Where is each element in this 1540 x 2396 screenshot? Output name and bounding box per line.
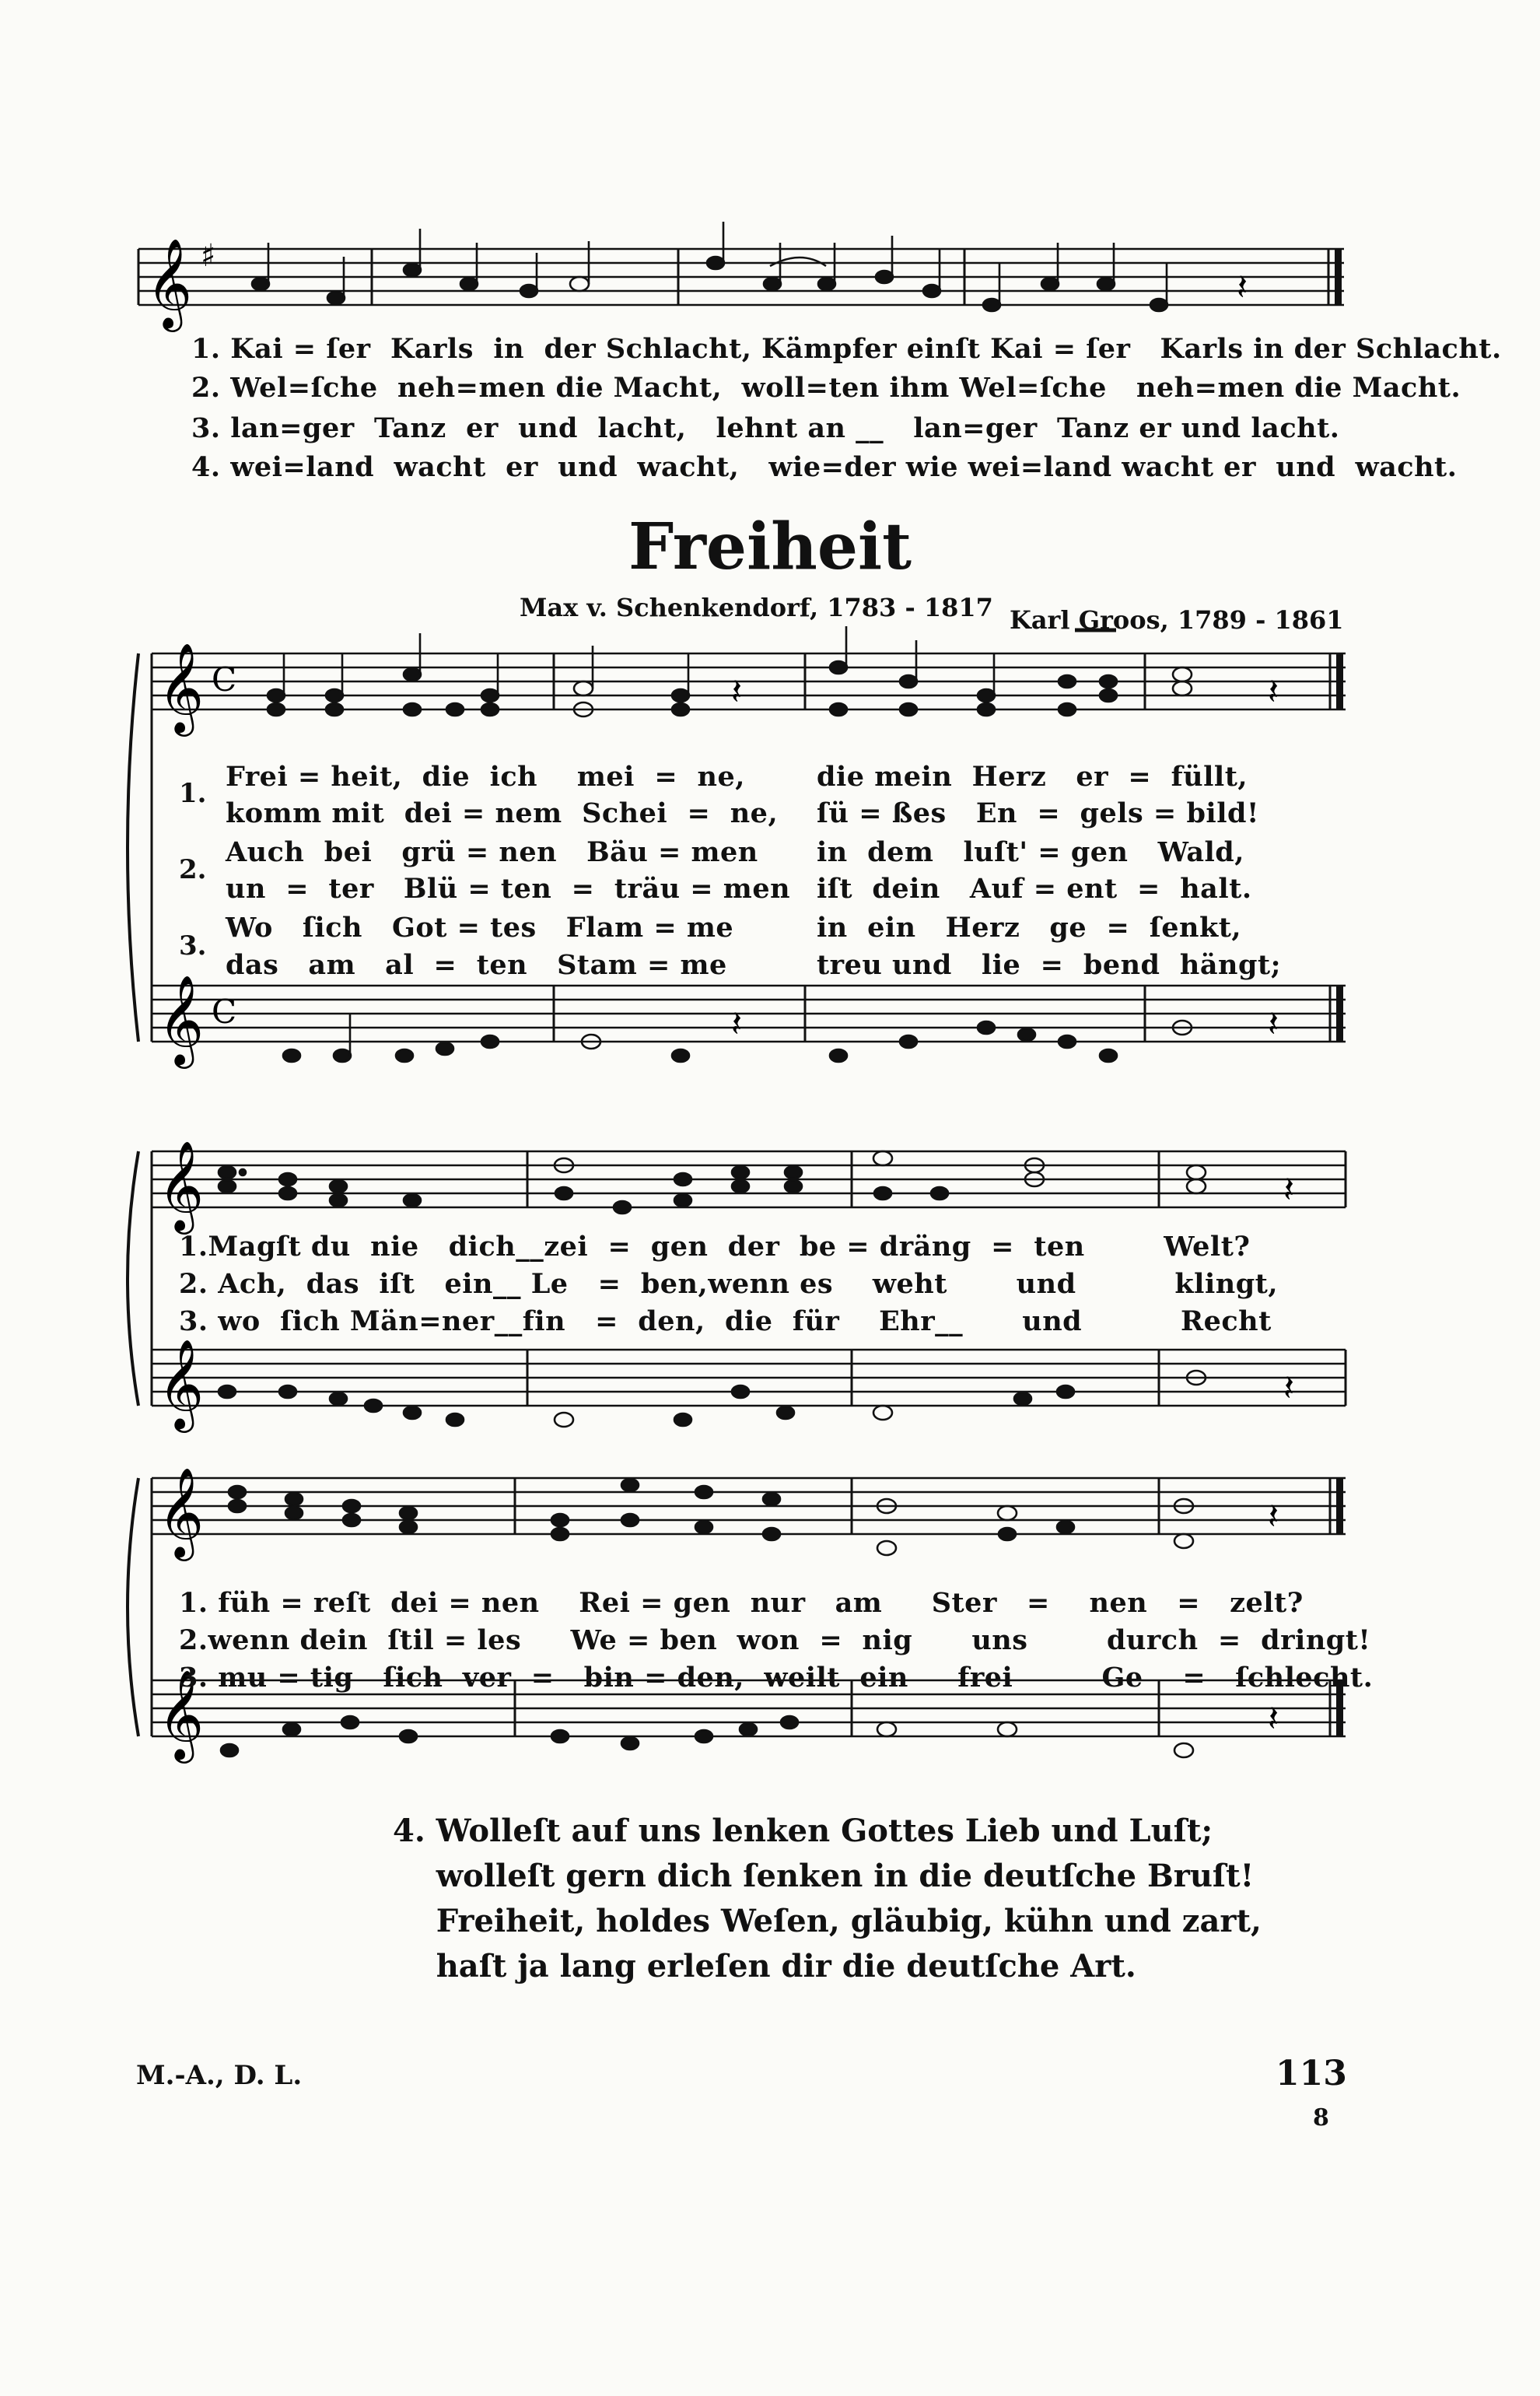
sys3-line-2: 2.wenn dein ſtil = les We = ben won = nig uns durch = dringt!	[179, 1624, 1371, 1656]
svg-text:𝄽: 𝄽	[1283, 1367, 1295, 1409]
top-lyric-4: 4. wei=land wacht er und wacht, wie=der wie wei=land wacht er und wacht.	[191, 451, 1458, 483]
svg-text:𝄞: 𝄞	[146, 237, 193, 328]
svg-text:𝄞: 𝄞	[158, 974, 205, 1065]
svg-text:𝄽: 𝄽	[1268, 1697, 1279, 1739]
top-lyric-3: 3. lan=ger Tanz er und lacht, lehnt an __ lan=ger Tanz er und lacht.	[191, 412, 1340, 444]
sys3-line-3: 3. mu = tig ſich ver = bin = den, weilt ein frei Ge = ſchlecht.	[179, 1662, 1374, 1694]
svg-text:C: C	[212, 993, 237, 1031]
svg-text:𝄞: 𝄞	[158, 1338, 205, 1429]
sys1-line-4: un = ter Blü = ten = träu = men	[226, 873, 791, 905]
svg-text:𝄞: 𝄞	[158, 1669, 205, 1760]
stanza4-line-2: wolleſt gern dich ſenken in die deutſche Bruſt!	[393, 1858, 1255, 1894]
svg-text:𝄽: 𝄽	[1268, 1495, 1279, 1537]
stanza4-line-4: haſt ja lang erleſen dir die deutſche Art.	[393, 1948, 1136, 1984]
sys1-line-5: Wo ſich Got = tes Flam = me	[226, 912, 734, 944]
svg-text:𝄽: 𝄽	[1268, 671, 1279, 713]
svg-text:𝄽: 𝄽	[1237, 266, 1248, 308]
page-number: 113	[1276, 2054, 1347, 2093]
sys1-right-5: in ein Herz ge = ſenkt,	[817, 912, 1242, 944]
sys1-line-3: Auch bei grü = nen Bäu = men	[226, 836, 758, 868]
top-lyric-1: 1. Kai = ſer Karls in der Schlacht, Kämpfer einſt Kai = ſer Karls in der Schlacht.	[191, 333, 1502, 365]
svg-text:𝄞: 𝄞	[158, 642, 205, 733]
sys1-right-2: ſü = ßes En = gels = bild!	[817, 797, 1259, 829]
sys2-line-3: 3. wo ſich Män=ner__fin = den, die für Ehr__ und Recht	[179, 1305, 1272, 1337]
svg-text:𝄽: 𝄽	[1268, 1003, 1279, 1045]
svg-text:𝄞: 𝄞	[158, 1140, 205, 1231]
song-title: Freiheit	[628, 510, 912, 584]
sys1-right-4: iſt dein Auf = ent = halt.	[817, 873, 1252, 905]
svg-text:♯: ♯	[201, 237, 216, 274]
sys1-right-6: treu und lie = bend hängt;	[817, 949, 1282, 981]
sys2-line-2: 2. Ach, das iſt ein__ Le = ben,wenn es weht und klingt,	[179, 1268, 1279, 1300]
sys3-line-1: 1. füh = reſt dei = nen Rei = gen nur am Ster = nen = zelt?	[179, 1587, 1304, 1619]
svg-text:𝄽: 𝄽	[731, 1003, 743, 1045]
top-lyric-2: 2. Wel=ſche neh=men die Macht, woll=ten ihm Wel=ſche neh=men die Macht.	[191, 372, 1461, 404]
verse-number-3: 3.	[179, 930, 207, 962]
stanza-4	[393, 1809, 1262, 1989]
sys1-line-2: komm mit dei = nem Schei = ne,	[226, 797, 779, 829]
svg-text:𝄽: 𝄽	[1283, 1168, 1295, 1210]
svg-text:𝄽: 𝄽	[731, 671, 743, 713]
footer-imprint: M.-A., D. L.	[136, 2060, 303, 2091]
svg-text:C: C	[212, 660, 237, 699]
sys1-right-1: die mein Herz er = füllt,	[817, 761, 1248, 793]
verse-number-2: 2.	[179, 854, 207, 885]
lyricist-credit: Max v. Schenkendorf, 1783 - 1817	[520, 593, 993, 622]
stanza4-line-3: Freiheit, holdes Weſen, gläubig, kühn und zart,	[393, 1903, 1262, 1939]
svg-text:𝄞: 𝄞	[158, 1466, 205, 1557]
stanza4-line-1: 4. Wolleſt auf uns lenken Gottes Lieb und Luſt;	[393, 1813, 1213, 1849]
sys1-right-3: in dem luſt' = gen Wald,	[817, 836, 1244, 868]
sys2-line-1: 1.Magſt du nie dich__zei = gen der be = dräng = ten Welt?	[179, 1231, 1251, 1263]
verse-number-1: 1.	[179, 778, 207, 809]
top-song-staff	[0, 218, 1540, 350]
signature-mark: 8	[1313, 2104, 1329, 2132]
sys1-line-6: das am al = ten Stam = me	[226, 949, 727, 981]
composer-credit: Karl Groos, 1789 - 1861	[1010, 605, 1344, 635]
sys1-line-1: Frei = heit, die ich mei = ne,	[226, 761, 745, 793]
